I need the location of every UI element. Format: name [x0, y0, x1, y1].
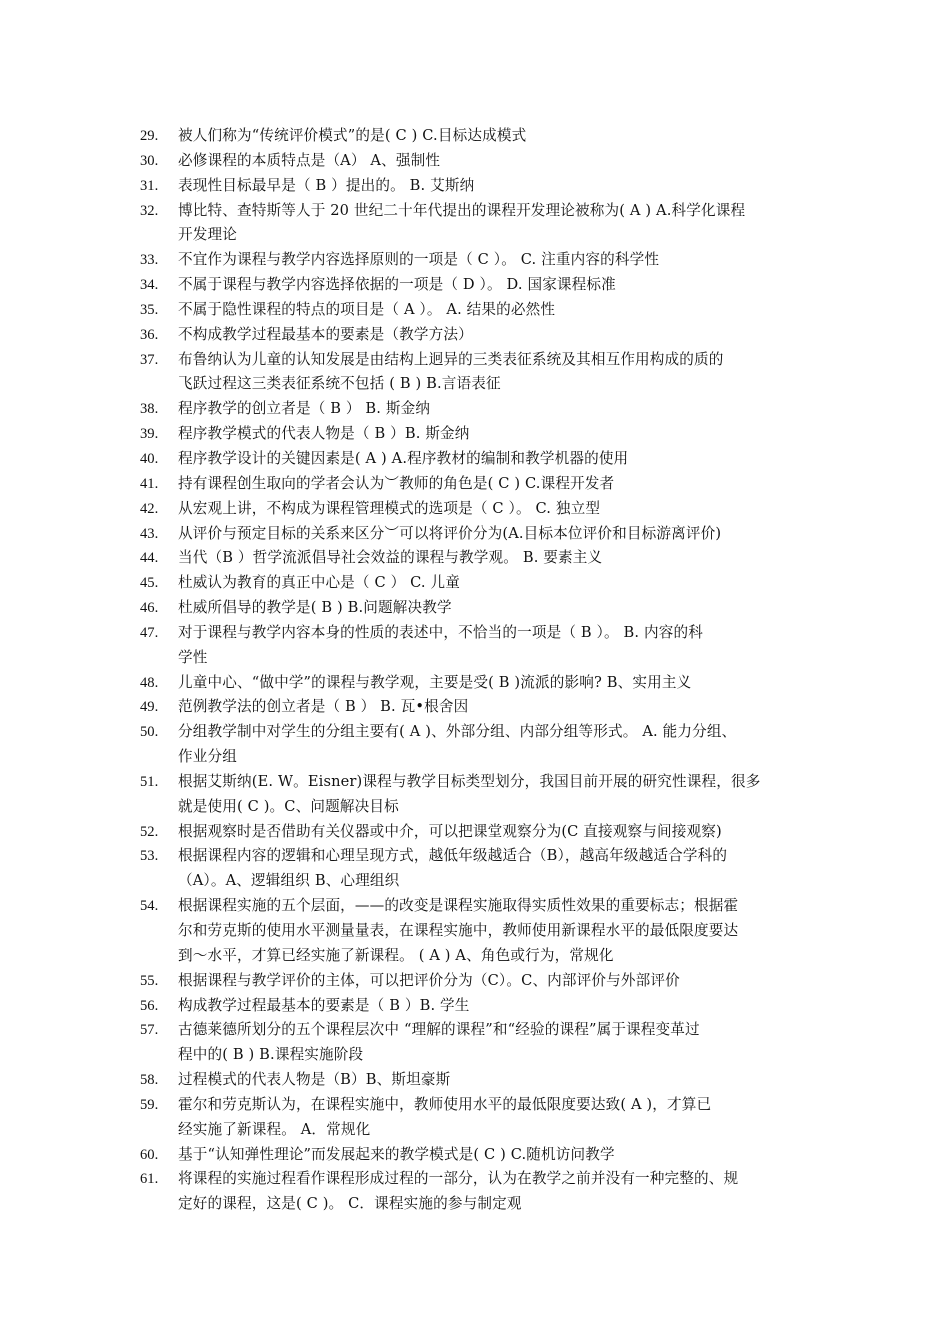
question-item — [140, 1167, 812, 1217]
question-item — [140, 894, 812, 969]
question-number: 61. — [140, 1171, 159, 1188]
question-text — [178, 695, 812, 720]
question-number: 43. — [140, 525, 159, 542]
question-text — [178, 671, 812, 696]
question-text-line: 开发理论 — [178, 226, 237, 244]
question-item — [140, 546, 812, 571]
question-item — [140, 844, 812, 894]
question-text — [178, 546, 812, 571]
question-number: 42. — [140, 500, 159, 517]
question-item — [140, 124, 812, 149]
question-item — [140, 472, 812, 497]
question-item — [140, 149, 812, 174]
question-number: 46. — [140, 600, 159, 617]
question-item — [140, 522, 812, 547]
question-number: 55. — [140, 972, 159, 989]
question-text-line: 布鲁纳认为儿童的认知发展是由结构上迥异的三类表征系统及其相互作用构成的质的 — [178, 350, 724, 368]
question-number: 51. — [140, 773, 159, 790]
question-number: 48. — [140, 674, 159, 691]
question-text-line: 范例教学法的创立者是（ B ） B. 瓦•根舍因 — [178, 698, 469, 716]
question-item — [140, 273, 812, 298]
question-text-line: 不构成教学过程最基本的要素是（教学方法） — [178, 325, 473, 343]
question-item — [140, 422, 812, 447]
question-number: 32. — [140, 202, 159, 219]
question-text-line: 根据课程内容的逻辑和心理呈现方式，越低年级越适合（B），越高年级越适合学科的 — [178, 847, 728, 865]
question-item — [140, 1068, 812, 1093]
question-text — [178, 472, 812, 497]
question-text-line: 到～水平，才算已经实施了新课程。 ( A ) A、角色或行为，常规化 — [178, 946, 614, 964]
question-text-line: 被人们称为“传统评价模式”的是( C ) C.目标达成模式 — [178, 127, 527, 144]
question-item — [140, 596, 812, 621]
question-item — [140, 1093, 812, 1143]
question-text — [178, 994, 812, 1019]
question-number: 47. — [140, 624, 159, 641]
question-text — [178, 273, 812, 298]
question-text-line: 杜威所倡导的教学是( B ) B.问题解决教学 — [178, 599, 452, 617]
question-text — [178, 422, 812, 447]
question-number: 60. — [140, 1146, 159, 1163]
question-number: 29. — [140, 128, 159, 144]
question-text — [178, 720, 812, 770]
question-text — [178, 323, 812, 348]
question-text-line: 根据课程与教学评价的主体，可以把评价分为（C）。C、内部评价与外部评价 — [178, 971, 680, 989]
question-text-line: 对于课程与教学内容本身的性质的表述中，不恰当的一项是（ B ）。 B. 内容的科 — [178, 623, 703, 641]
question-text — [178, 1093, 812, 1143]
question-number: 38. — [140, 401, 159, 418]
question-number: 53. — [140, 848, 159, 865]
question-text-line: 程序教学模式的代表人物是（ B ）B. 斯金纳 — [178, 425, 470, 443]
question-text — [178, 447, 812, 472]
question-text-line: 程序教学设计的关键因素是( A ) A.程序教材的编制和教学机器的使用 — [178, 449, 629, 467]
question-text-line: 古德莱德所划分的五个课程层次中 “理解的课程”和“经验的课程”属于课程变革过 — [178, 1021, 700, 1039]
question-list — [140, 124, 812, 1217]
question-text-line: 构成教学过程最基本的要素是（ B ）B. 学生 — [178, 996, 470, 1014]
question-item — [140, 571, 812, 596]
question-item — [140, 1143, 812, 1168]
question-item — [140, 994, 812, 1019]
question-item — [140, 969, 812, 994]
question-text-line: 学性 — [178, 648, 208, 666]
question-text — [178, 522, 812, 547]
question-text — [178, 894, 812, 969]
question-text-line: 霍尔和劳克斯认为，在课程实施中，教师使用水平的最低限度要达致( A )，才算已 — [178, 1095, 712, 1113]
question-number: 50. — [140, 724, 159, 741]
question-text-line: 尔和劳克斯的使用水平测量量表，在课程实施中，教师使用新课程水平的最低限度要达 — [178, 922, 739, 939]
question-text-line: 不属于隐性课程的特点的项目是（ A ）。 A. 结果的必然性 — [178, 300, 556, 318]
question-item — [140, 820, 812, 845]
question-text — [178, 497, 812, 522]
question-text — [178, 199, 812, 249]
question-item — [140, 348, 812, 398]
question-item — [140, 720, 812, 770]
question-text — [178, 844, 812, 894]
question-text-line: 杜威认为教育的真正中心是（ C ） C. 儿童 — [178, 574, 460, 592]
question-item — [140, 695, 812, 720]
question-text-line: 必修课程的本质特点是（A） A、强制性 — [178, 151, 441, 169]
question-text — [178, 124, 812, 149]
question-text-line: 根据艾斯纳(E. W。Eisner)课程与教学目标类型划分，我国目前开展的研究性课程，很多 — [178, 772, 761, 790]
question-number: 49. — [140, 699, 159, 716]
question-text — [178, 397, 812, 422]
question-text-line: 作业分组 — [178, 748, 237, 766]
question-number: 56. — [140, 997, 159, 1014]
question-number: 36. — [140, 326, 159, 343]
question-text-line: （A）。A、逻辑组织 B、心理组织 — [178, 872, 400, 890]
question-text-line: 将课程的实施过程看作课程形成过程的一部分，认为在教学之前并没有一种完整的、规 — [178, 1170, 739, 1188]
question-item — [140, 248, 812, 273]
question-number: 58. — [140, 1072, 159, 1089]
question-text-line: 儿童中心、“做中学”的课程与教学观，主要是受( B )流派的影响? B、实用主义 — [178, 673, 692, 691]
question-text-line: 飞跃过程这三类表征系统不包括 ( B ) B.言语表征 — [178, 375, 501, 393]
question-text — [178, 298, 812, 323]
question-item — [140, 447, 812, 472]
question-text-line: 不宜作为课程与教学内容选择原则的一项是（ C ）。 C. 注重内容的科学性 — [178, 251, 660, 269]
question-number: 54. — [140, 898, 159, 915]
question-text-line: 表现性目标最早是（ B ）提出的。 B. 艾斯纳 — [178, 176, 475, 194]
question-text-line: 不属于课程与教学内容选择依据的一项是（ D ）。 D. 国家课程标准 — [178, 276, 616, 294]
question-text — [178, 596, 812, 621]
question-text-line: 定好的课程，这是( C )。 C．课程实施的参与制定观 — [178, 1195, 522, 1213]
question-text-line: 当代（B ）哲学流派倡导社会效益的课程与教学观。 B. 要素主义 — [178, 549, 603, 567]
question-text-line: 从宏观上讲，不构成为课程管理模式的选项是（ C ）。 C. 独立型 — [178, 499, 601, 517]
question-text — [178, 248, 812, 273]
question-text-line: 从评价与预定目标的关系来区分︶可以将评价分为(A.目标本位评价和目标游离评价) — [178, 524, 722, 542]
question-item — [140, 671, 812, 696]
question-text-line: 程中的( B ) B.课程实施阶段 — [178, 1046, 364, 1064]
question-number: 52. — [140, 823, 159, 840]
question-number: 44. — [140, 550, 159, 567]
question-text — [178, 770, 812, 820]
question-item — [140, 1018, 812, 1068]
question-text — [178, 348, 812, 398]
question-text — [178, 969, 812, 994]
question-number: 41. — [140, 475, 159, 492]
question-item — [140, 323, 812, 348]
question-text-line: 根据观察时是否借助有关仪器或中介，可以把课堂观察分为(C 直接观察与间接观察) — [178, 822, 722, 840]
question-number: 39. — [140, 426, 159, 443]
question-number: 57. — [140, 1022, 159, 1039]
question-number: 30. — [140, 152, 159, 169]
question-text-line: 博比特、查特斯等人于 20 世纪二十年代提出的课程开发理论被称为( A ) A.科学化课程 — [178, 201, 746, 219]
question-item — [140, 770, 812, 820]
question-text — [178, 1018, 812, 1068]
question-text-line: 持有课程创生取向的学者会认为︶教师的角色是( C ) C.课程开发者 — [178, 474, 615, 492]
question-number: 34. — [140, 277, 159, 294]
question-item — [140, 397, 812, 422]
question-item — [140, 298, 812, 323]
question-number: 31. — [140, 177, 159, 194]
question-text — [178, 621, 812, 671]
question-number: 37. — [140, 351, 159, 368]
question-item — [140, 621, 812, 671]
question-text — [178, 571, 812, 596]
question-text-line: 基于“认知弹性理论”而发展起来的教学模式是( C ) C.随机访问教学 — [178, 1145, 615, 1163]
question-text — [178, 1167, 812, 1217]
question-number: 45. — [140, 575, 159, 592]
question-item — [140, 497, 812, 522]
question-text — [178, 149, 812, 174]
question-item — [140, 174, 812, 199]
question-number: 59. — [140, 1096, 159, 1113]
question-text-line: 过程模式的代表人物是（B）B、斯坦豪斯 — [178, 1071, 451, 1089]
question-text — [178, 820, 812, 845]
question-text-line: 就是使用( C )。C、问题解决目标 — [178, 797, 399, 815]
question-text-line: 经实施了新课程。 A．常规化 — [178, 1120, 371, 1138]
question-text — [178, 174, 812, 199]
question-text — [178, 1143, 812, 1168]
question-text-line: 根据课程实施的五个层面，——的改变是课程实施取得实质性效果的重要标志；根据霍 — [178, 897, 739, 915]
question-number: 40. — [140, 450, 159, 467]
question-number: 33. — [140, 252, 159, 269]
question-text-line: 程序教学的创立者是（ B ） B. 斯金纳 — [178, 400, 431, 418]
question-text — [178, 1068, 812, 1093]
question-number: 35. — [140, 301, 159, 318]
question-text-line: 分组教学制中对学生的分组主要有( A )、外部分组、内部分组等形式。 A. 能力分组、 — [178, 723, 737, 741]
question-item — [140, 199, 812, 249]
